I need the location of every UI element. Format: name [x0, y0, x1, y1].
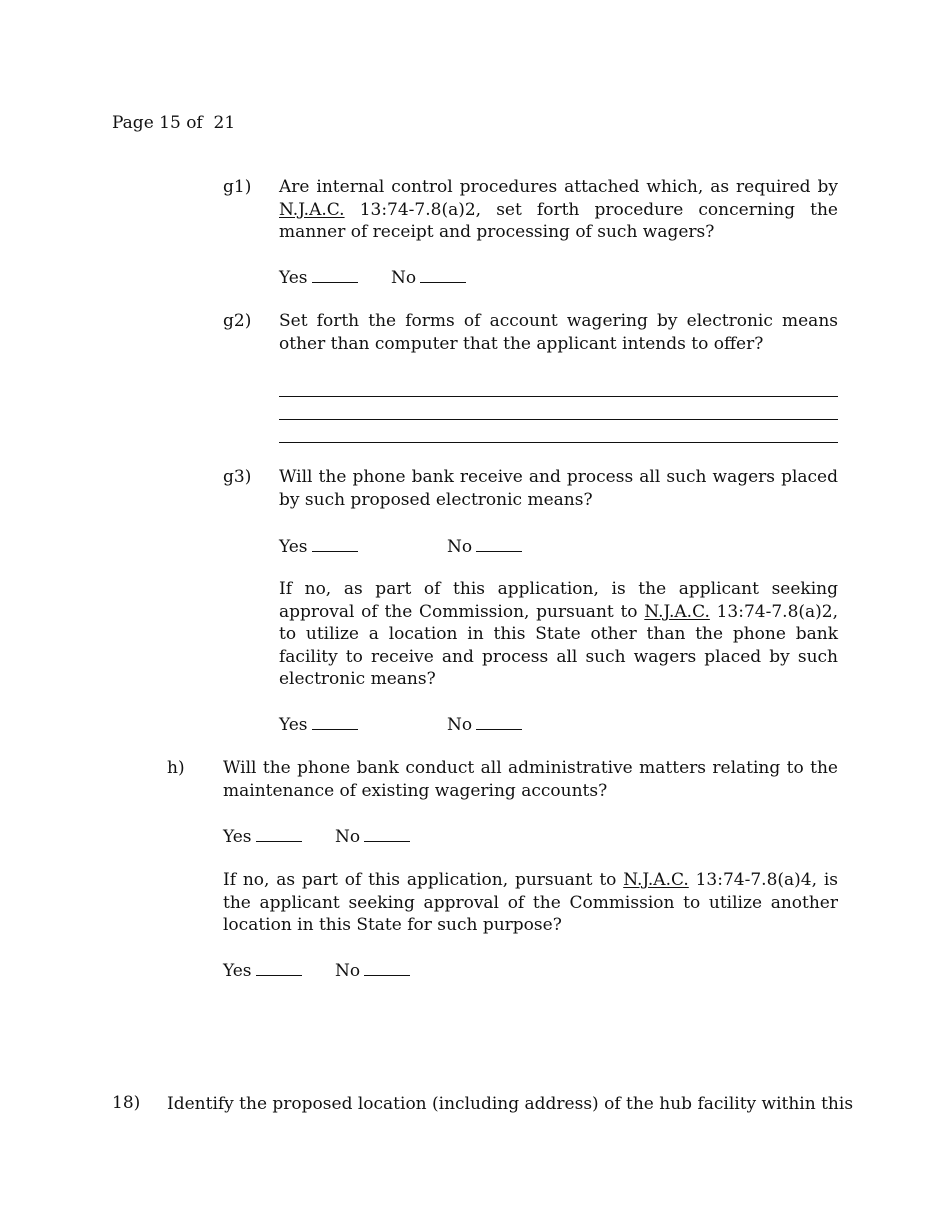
followup-text-start: If no, as part of this application, pursuant to — [223, 870, 624, 890]
yes-label: Yes — [279, 715, 308, 735]
g1-yes-field[interactable] — [279, 265, 358, 289]
regulation-ref: N.J.A.C. — [644, 601, 710, 622]
no-label: No — [447, 715, 473, 735]
followup-text-end: 13:74-7.8(a)2, to utilize a location in this State other than the phone bank facility to receive and process all such wagers placed by such electronic means? — [279, 601, 839, 689]
question-18: Identify the proposed location (including address) of the hub facility within this — [167, 1094, 854, 1114]
question-g3-followup — [279, 578, 838, 691]
g3-no-field[interactable] — [447, 534, 522, 558]
h-followup-no-field[interactable] — [335, 958, 410, 982]
question-g1-text-end: 13:74-7.8(a)2, set forth procedure concerning the manner of receipt and processing of such wagers? — [279, 199, 838, 242]
h-followup-yes-field[interactable] — [223, 958, 302, 982]
followup-text-end: 13:74-7.8(a)4, is the applicant seeking approval of the Commission to utilize another location in this State for such purpose? — [223, 870, 838, 935]
question-g1 — [279, 176, 838, 244]
yes-blank[interactable] — [312, 712, 358, 730]
h-no-field[interactable] — [335, 824, 410, 848]
question-h-followup — [223, 869, 838, 937]
answer-line[interactable] — [279, 419, 838, 420]
yes-label: Yes — [223, 961, 252, 981]
followup-text-start: If no, as part of this application, is the applicant seeking approval of the Commission, pursuant to — [279, 579, 838, 622]
regulation-ref: N.J.A.C. — [623, 870, 689, 890]
no-blank[interactable] — [364, 958, 410, 976]
question-g1-text-start: Are internal control procedures attached which, as required by — [279, 177, 838, 197]
page-number: Page 15 of 21 — [112, 113, 236, 133]
no-label: No — [391, 268, 417, 288]
g3-followup-no-field[interactable] — [447, 712, 522, 736]
g3-followup-yes-field[interactable] — [279, 712, 358, 736]
question-g3: Will the phone bank receive and process all such wagers placed by such proposed electronic means? — [279, 467, 838, 510]
item-label-g1: g1) — [223, 177, 252, 197]
yes-blank[interactable] — [312, 265, 358, 283]
question-h: Will the phone bank conduct all administrative matters relating to the maintenance of existing wagering accounts? — [223, 758, 838, 801]
no-blank[interactable] — [476, 712, 522, 730]
yes-label: Yes — [223, 827, 252, 847]
no-label: No — [335, 827, 361, 847]
no-label: No — [447, 537, 473, 557]
yes-label: Yes — [279, 537, 308, 557]
h-yes-field[interactable] — [223, 824, 302, 848]
yes-label: Yes — [279, 268, 308, 288]
g3-yes-field[interactable] — [279, 534, 358, 558]
g1-no-field[interactable] — [391, 265, 466, 289]
yes-blank[interactable] — [256, 824, 302, 842]
yes-blank[interactable] — [256, 958, 302, 976]
no-blank[interactable] — [364, 824, 410, 842]
answer-line[interactable] — [279, 442, 838, 443]
yes-blank[interactable] — [312, 534, 358, 552]
item-label-h: h) — [167, 758, 185, 778]
regulation-ref: N.J.A.C. — [279, 199, 345, 220]
no-label: No — [335, 961, 361, 981]
no-blank[interactable] — [420, 265, 466, 283]
item-label-g2: g2) — [223, 311, 252, 331]
no-blank[interactable] — [476, 534, 522, 552]
item-label-18: 18) — [112, 1093, 141, 1113]
item-label-g3: g3) — [223, 467, 252, 487]
question-g2: Set forth the forms of account wagering by electronic means other than computer that the applicant intends to offer? — [279, 311, 838, 354]
answer-line[interactable] — [279, 396, 838, 397]
